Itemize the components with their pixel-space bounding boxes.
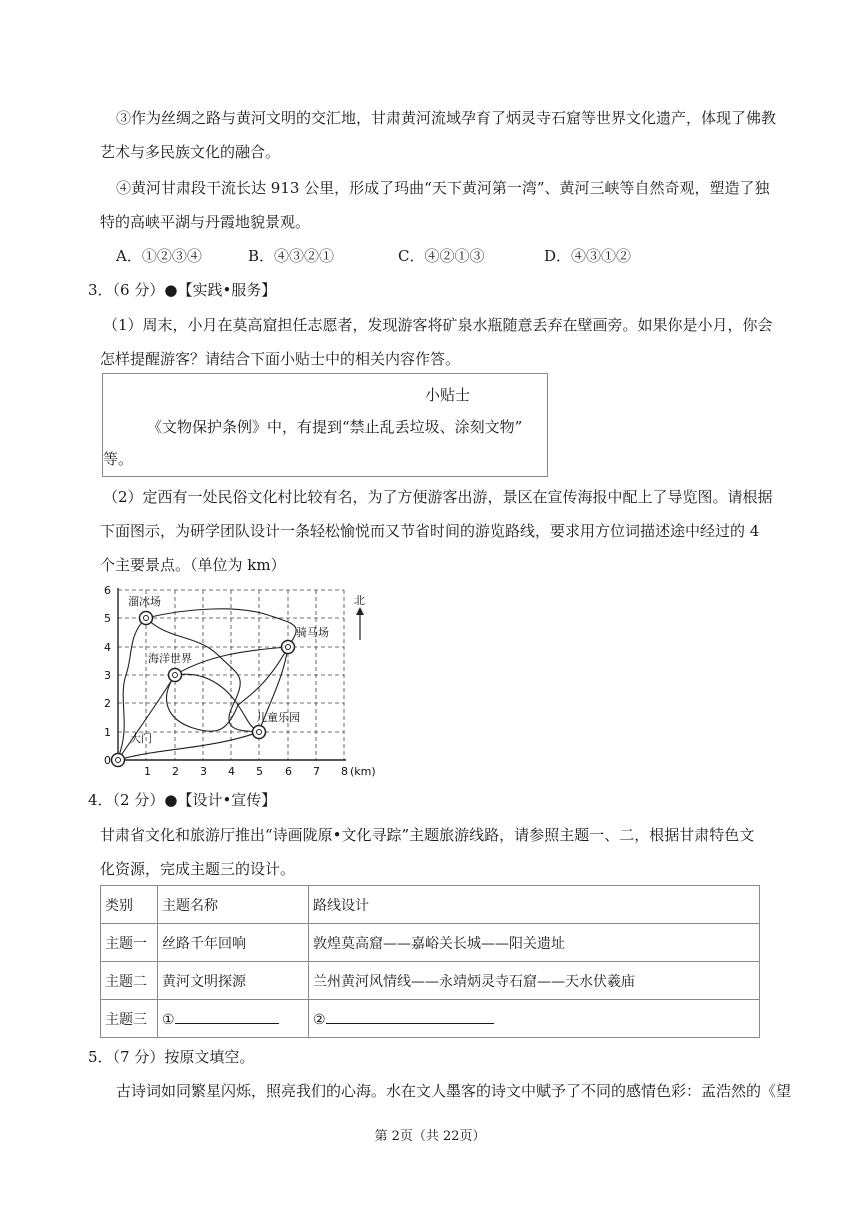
label-gate: 大门 xyxy=(130,732,152,745)
question-3-header: 3．（6 分）●【实践•服务】 xyxy=(88,281,277,299)
x-tick: 5 xyxy=(256,765,263,778)
blank-marker-2: ② xyxy=(313,1012,326,1028)
table-cell: 敦煌莫高窟——嘉峪关长城——阳关遗址 xyxy=(309,924,760,962)
label-kids: 儿童乐园 xyxy=(256,711,300,724)
table-cell: 主题一 xyxy=(101,924,158,962)
question-4-intro-line1: 甘肃省文化和旅游厅推出“诗画陇原•文化寻踪”主题旅游线路，请参照主题一、二，根据甘肃特色文 xyxy=(100,826,755,844)
question-3-sub2-line2: 下面图示，为研学团队设计一条轻松愉悦而又节省时间的游览路线，要求用方位词描述途中经过的 4 xyxy=(100,522,760,540)
tip-title: 小贴士 xyxy=(425,386,471,404)
place-ocean xyxy=(148,651,192,682)
y-tick: 5 xyxy=(104,612,111,625)
paragraph-4-line2: 特的高峡平湖与丹霞地貌景观。 xyxy=(100,213,311,231)
table-cell: 丝路千年回响 xyxy=(158,924,309,962)
x-unit: (km) xyxy=(350,765,376,778)
y-tick: 6 xyxy=(104,584,111,597)
x-tick: 8 xyxy=(341,765,348,778)
question-4-header: 4．（2 分）●【设计•宣传】 xyxy=(88,791,277,809)
label-ocean: 海洋世界 xyxy=(148,652,192,665)
tip-line2: 等。 xyxy=(103,450,134,468)
tip-box xyxy=(102,373,548,477)
paragraph-3-line2: 艺术与多民族文化的融合。 xyxy=(100,143,281,161)
table-header-cell: 类别 xyxy=(101,886,158,924)
table-header-cell: 主题名称 xyxy=(158,886,309,924)
x-tick: 2 xyxy=(172,765,179,778)
answer-cell-1 xyxy=(158,1000,309,1038)
blank-marker-1: ① xyxy=(162,1012,175,1028)
answer-cell-2 xyxy=(309,1000,760,1038)
x-tick: 6 xyxy=(285,765,292,778)
y-tick-labels xyxy=(104,584,111,767)
y-tick: 0 xyxy=(104,754,111,767)
question-3-sub1-line1: （1）周末，小月在莫高窟担任志愿者，发现游客将矿泉水瓶随意丢弃在壁画旁。如果你是小月，你会 xyxy=(103,316,773,334)
table-row xyxy=(101,962,760,1000)
label-skating: 溜冰场 xyxy=(128,595,161,608)
question-5-header: 5．（7 分）按原文填空。 xyxy=(88,1048,255,1066)
y-tick: 1 xyxy=(104,726,111,739)
y-tick: 2 xyxy=(104,697,111,710)
option-c: C．④②①③ xyxy=(398,247,485,265)
table-row xyxy=(101,1000,760,1038)
question-3-sub1-line2: 怎样提醒游客？请结合下面小贴士中的相关内容作答。 xyxy=(100,350,461,368)
option-b: B．④③②① xyxy=(248,247,335,265)
paragraph-3-line1: ③作为丝绸之路与黄河文明的交汇地，甘肃黄河流域孕育了炳灵寺石窟等世界文化遗产，体现了佛教 xyxy=(116,109,777,127)
tip-line1: 《文物保护条例》中，有提到“禁止乱丢垃圾、涂刻文物” xyxy=(147,418,523,436)
page-footer: 第 2页（共 22页） xyxy=(374,1129,486,1144)
question-3-sub2-line1: （2）定西有一处民俗文化村比较有名，为了方便游客出游，景区在宣传海报中配上了导览图。请根据 xyxy=(103,488,773,506)
answer-blank-1[interactable] xyxy=(175,1009,279,1024)
label-horse: 骑马场 xyxy=(296,626,329,639)
answer-blank-2[interactable] xyxy=(326,1009,494,1024)
y-tick: 4 xyxy=(104,641,111,654)
question-3-sub2-line3: 个主要景点。（单位为 km） xyxy=(100,556,286,574)
table-cell: 黄河文明探源 xyxy=(158,962,309,1000)
north-label: 北 xyxy=(354,594,365,607)
table-header-row xyxy=(101,886,760,924)
option-a: A．①②③④ xyxy=(116,247,202,265)
table-cell: 主题三 xyxy=(101,1000,158,1038)
guide-map xyxy=(98,580,398,780)
option-d: D．④③①② xyxy=(544,247,632,265)
paragraph-4-line1: ④黄河甘肃段干流长达 913 公里，形成了玛曲“天下黄河第一湾”、黄河三峡等自然奇观，塑造了独 xyxy=(116,179,770,197)
x-tick: 1 xyxy=(144,765,151,778)
x-tick: 7 xyxy=(313,765,320,778)
question-5-line1: 古诗词如同繁星闪烁，照亮我们的心海。水在文人墨客的诗文中赋予了不同的感情色彩：孟浩然的《望 xyxy=(116,1082,792,1100)
route-table xyxy=(100,885,760,1038)
table-cell: 主题二 xyxy=(101,962,158,1000)
y-tick: 3 xyxy=(104,669,111,682)
question-4-intro-line2: 化资源，完成主题三的设计。 xyxy=(100,860,296,878)
place-skating xyxy=(128,594,161,625)
table-cell: 兰州黄河风情线——永靖炳灵寺石窟——天水伏羲庙 xyxy=(309,962,760,1000)
north-arrow-icon xyxy=(356,607,364,640)
table-header-cell: 路线设计 xyxy=(309,886,760,924)
x-tick-labels xyxy=(144,765,376,778)
table-row xyxy=(101,924,760,962)
place-horse xyxy=(282,625,330,654)
x-tick: 3 xyxy=(200,765,207,778)
place-kids xyxy=(253,710,301,739)
x-tick: 4 xyxy=(228,765,235,778)
